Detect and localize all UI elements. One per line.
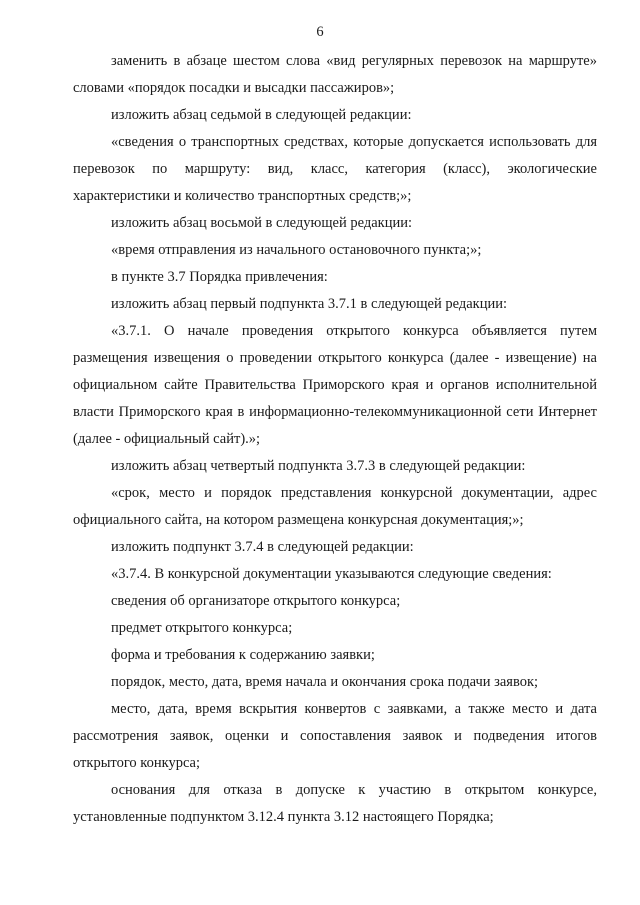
paragraph-vehicle-info: «сведения о транспортных средствах, которые допускается использовать для перевозок по маршруту: вид, класс, категория (класс), экологические характеристики и количество транспортных средств;»; bbox=[73, 134, 597, 204]
paragraph-departure-time: «время отправления из начального остановочного пункта;»; bbox=[111, 242, 482, 258]
paragraph-amend-eighth: изложить абзац восьмой в следующей редакции: bbox=[111, 215, 413, 231]
paragraph-amend-3-7-3: изложить абзац четвертый подпункта 3.7.3 в следующей редакции: bbox=[111, 458, 526, 474]
paragraph-text-3-7-1: «3.7.1. О начале проведения открытого конкурса объявляется путем размещения извещения о проведении открытого конкурса (далее - извещение) на официальном сайте Правительства Приморского края и органов исполнительной власти Приморского края в информационно-телекоммуникационной сети Интернет (далее - официальный сайт).»; bbox=[73, 323, 597, 447]
paragraph-clause-3-7: в пункте 3.7 Порядка привлечения: bbox=[111, 269, 328, 285]
paragraph-text-3-7-4: «3.7.4. В конкурсной документации указываются следующие сведения: bbox=[111, 566, 552, 582]
page-number: 6 bbox=[316, 24, 324, 40]
paragraph-amend-3-7-1: изложить абзац первый подпункта 3.7.1 в следующей редакции: bbox=[111, 296, 508, 312]
paragraph-opening-review: место, дата, время вскрытия конвертов с заявками, а также место и дата рассмотрения заявок, оценки и сопоставления заявок и подведения итогов открытого конкурса; bbox=[73, 701, 597, 771]
paragraph-amend-seventh: изложить абзац седьмой в следующей редакции: bbox=[111, 107, 412, 123]
paragraph-text-3-7-3: «срок, место и порядок представления конкурсной документации, адрес официального сайта, на котором размещена конкурсная документация;»; bbox=[73, 485, 597, 528]
paragraph-application-form: форма и требования к содержанию заявки; bbox=[111, 647, 375, 663]
paragraph-amend-3-7-4: изложить подпункт 3.7.4 в следующей редакции: bbox=[111, 539, 414, 555]
paragraph-contest-subject: предмет открытого конкурса; bbox=[111, 620, 293, 636]
paragraph-organizer-info: сведения об организаторе открытого конкурса; bbox=[111, 593, 401, 609]
paragraph-refusal-grounds: основания для отказа в допуске к участию в открытом конкурсе, установленные подпунктом 3.12.4 пункта 3.12 настоящего Порядка; bbox=[73, 782, 597, 825]
document-body bbox=[73, 48, 597, 831]
paragraph-replace-words: заменить в абзаце шестом слова «вид регулярных перевозок на маршруте» словами «порядок посадки и высадки пассажиров»; bbox=[73, 53, 597, 96]
paragraph-submission-terms: порядок, место, дата, время начала и окончания срока подачи заявок; bbox=[111, 674, 539, 690]
